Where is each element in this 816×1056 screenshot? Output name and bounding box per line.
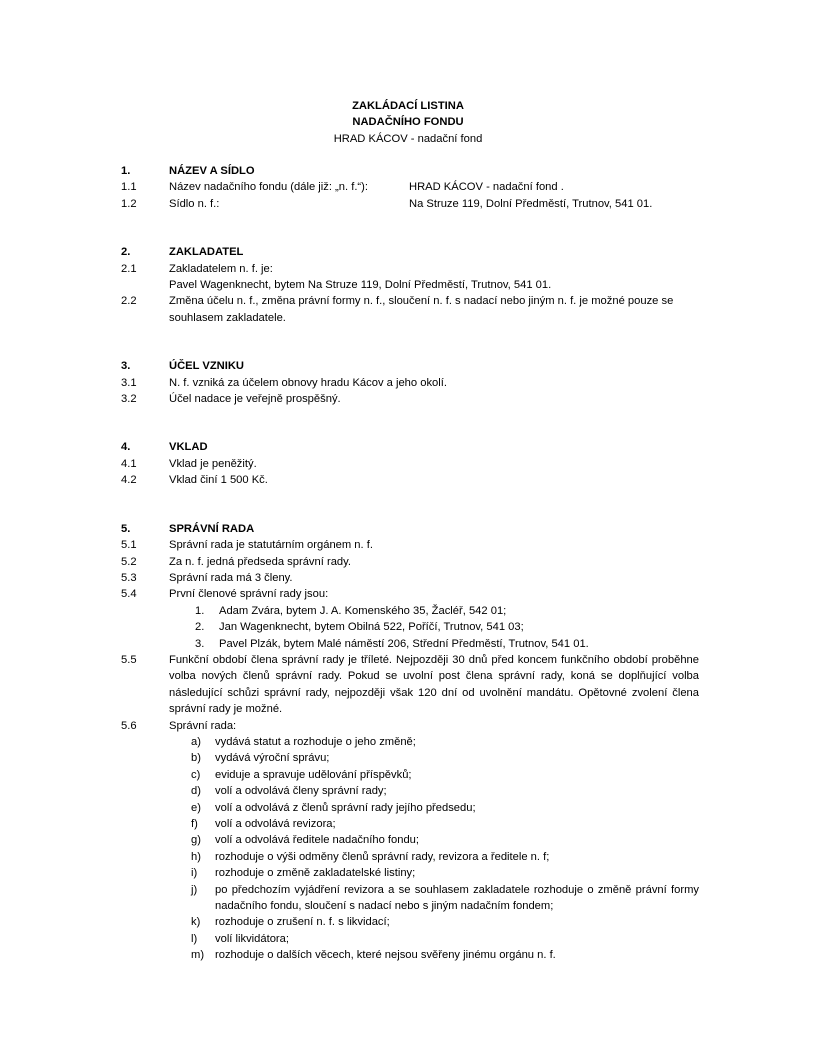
- list-item: f) volí a odvolává revizora;: [191, 818, 336, 830]
- clause: 4.1 Vklad je peněžitý.: [121, 457, 257, 470]
- clause: 1.2 Sídlo n. f.: Na Struze 119, Dolní Předměstí, Trutnov, 541 01.: [121, 197, 653, 210]
- section-heading: 2. ZAKLADATEL: [121, 246, 244, 259]
- list-item: m) rozhoduje o dalších věcech, které nejsou svěřeny jinému orgánu n. f.: [191, 949, 556, 962]
- document-title: [0, 98, 816, 147]
- list-item: g) volí a odvolává ředitele nadačního fondu;: [191, 834, 420, 847]
- list-item: i) rozhoduje o změně zakladatelské listiny;: [191, 867, 416, 880]
- title-line-3: HRAD KÁCOV - nadační fond: [333, 132, 483, 145]
- section-heading: 5. SPRÁVNÍ RADA: [121, 522, 255, 535]
- clause: 2.2 Změna účelu n. f., změna právní formy n. f., sloučení n. f. s nadací nebo jiným n. f. je možné pouze se souhlasem zakladatele.: [121, 295, 674, 324]
- clause: 4.2 Vklad činí 1 500 Kč.: [121, 474, 268, 487]
- clause: 5.3 Správní rada má 3 členy.: [121, 571, 293, 584]
- list-item: c) eviduje a spravuje udělování příspěvků;: [191, 768, 412, 781]
- section-2: [121, 244, 699, 326]
- board-members-list: [169, 603, 699, 652]
- section-heading: 1. NÁZEV A SÍDLO: [121, 165, 255, 177]
- list-item: e) volí a odvolává z členů správní rady jejího předsedu;: [191, 801, 476, 814]
- title-line-1: ZAKLÁDACÍ LISTINA: [352, 100, 464, 112]
- clause: 3.2 Účel nadace je veřejně prospěšný.: [121, 393, 341, 406]
- list-item: a) vydává statut a rozhoduje o jeho změně;: [191, 735, 416, 748]
- list-item: b) vydává výroční správu;: [191, 752, 330, 765]
- clause: 5.2 Za n. f. jedná předseda správní rady.: [121, 555, 352, 568]
- clause: 1.1 Název nadačního fondu (dále již: „n. f.“): HRAD KÁCOV - nadační fond .: [121, 181, 564, 194]
- title-line-2: NADAČNÍHO FONDU: [352, 116, 464, 129]
- section-5: [121, 521, 699, 964]
- section-heading: 3. ÚČEL VZNIKU: [121, 360, 245, 373]
- section-1: [121, 163, 699, 212]
- clause: 5.1 Správní rada je statutárním orgánem n. f.: [121, 539, 373, 552]
- list-item: l) volí likvidátora;: [191, 932, 289, 945]
- list-item: 1. Adam Zvára, bytem J. A. Komenského 35, Žacléř, 542 01;: [195, 604, 507, 617]
- clause: 3.1 N. f. vzniká za účelem obnovy hradu Kácov a jeho okolí.: [121, 376, 447, 389]
- board-duties-list: [169, 734, 699, 964]
- list-item: 2. Jan Wagenknecht, bytem Obilná 522, Poříčí, Trutnov, 541 03;: [195, 621, 524, 634]
- list-item: 3. Pavel Plzák, bytem Malé náměstí 206, Střední Předměstí, Trutnov, 541 01.: [195, 637, 589, 650]
- clause: 2.1 Zakladatelem n. f. je: Pavel Wagenknecht, bytem Na Struze 119, Dolní Předměstí, Trutnov, 541 01.: [121, 262, 552, 292]
- clause: 5.6 Správní rada: a) vydává statut a rozhoduje o jeho změně; b) vydává výroční správu; c) eviduje a spravuje udělování příspěvků; d) volí a odvolává členy správní rady; e) volí a odvolává z členů správní rady jejího předsedu; f) volí a odvolává revizora; g) volí a odvolává ředitele nadačního fondu; h) rozhoduje o výši odměny členů správní rady, revizora a ředitele n. f; i) rozhoduje o změně zakladatelské listiny; j) po předchozím vyjádření revizora a se souhlasem zakladatele rozhoduje o změně právní formy nadačního fondu, sloučení s nadací nebo s jiným nadačním fondem; k) rozhoduje o zrušení n. f. s likvidací; l) volí likvidátora; m) rozhoduje o dalších věcech, které nejsou svěřeny jinému orgánu n. f.: [121, 718, 699, 964]
- list-item: h) rozhoduje o výši odměny členů správní rady, revizora a ředitele n. f;: [191, 850, 550, 863]
- section-4: [121, 439, 699, 488]
- list-item: j) po předchozím vyjádření revizora a se souhlasem zakladatele rozhoduje o změně právní formy nadačního fondu, sloučení s nadací nebo s jiným nadačním fondem;: [191, 883, 699, 913]
- document-body: [121, 163, 699, 964]
- list-item: d) volí a odvolává členy správní rady;: [191, 785, 387, 798]
- section-3: [121, 358, 699, 407]
- clause: 5.4 První členové správní rady jsou: 1. Adam Zvára, bytem J. A. Komenského 35, Žacléř, 542 01; 2. Jan Wagenknecht, bytem Obilná 522, Poříčí, Trutnov, 541 03; 3. Pavel Plzák, bytem Malé náměstí 206, Střední Předměstí, Trutnov, 541 01.: [121, 586, 699, 652]
- list-item: k) rozhoduje o zrušení n. f. s likvidací;: [191, 916, 390, 929]
- clause: 5.5 Funkční období člena správní rady je tříleté. Nejpozději 30 dnů před koncem funkčního období proběhne volba nových členů správní rady. Pokud se uvolní post člena správní rady, koná se doplňující volba následující schůzi správní rady, nejpozději však 120 dní od uvolnění mandátu. Opětovné zvolení člena správní rady je možné.: [121, 653, 699, 716]
- section-heading: 4. VKLAD: [121, 441, 208, 454]
